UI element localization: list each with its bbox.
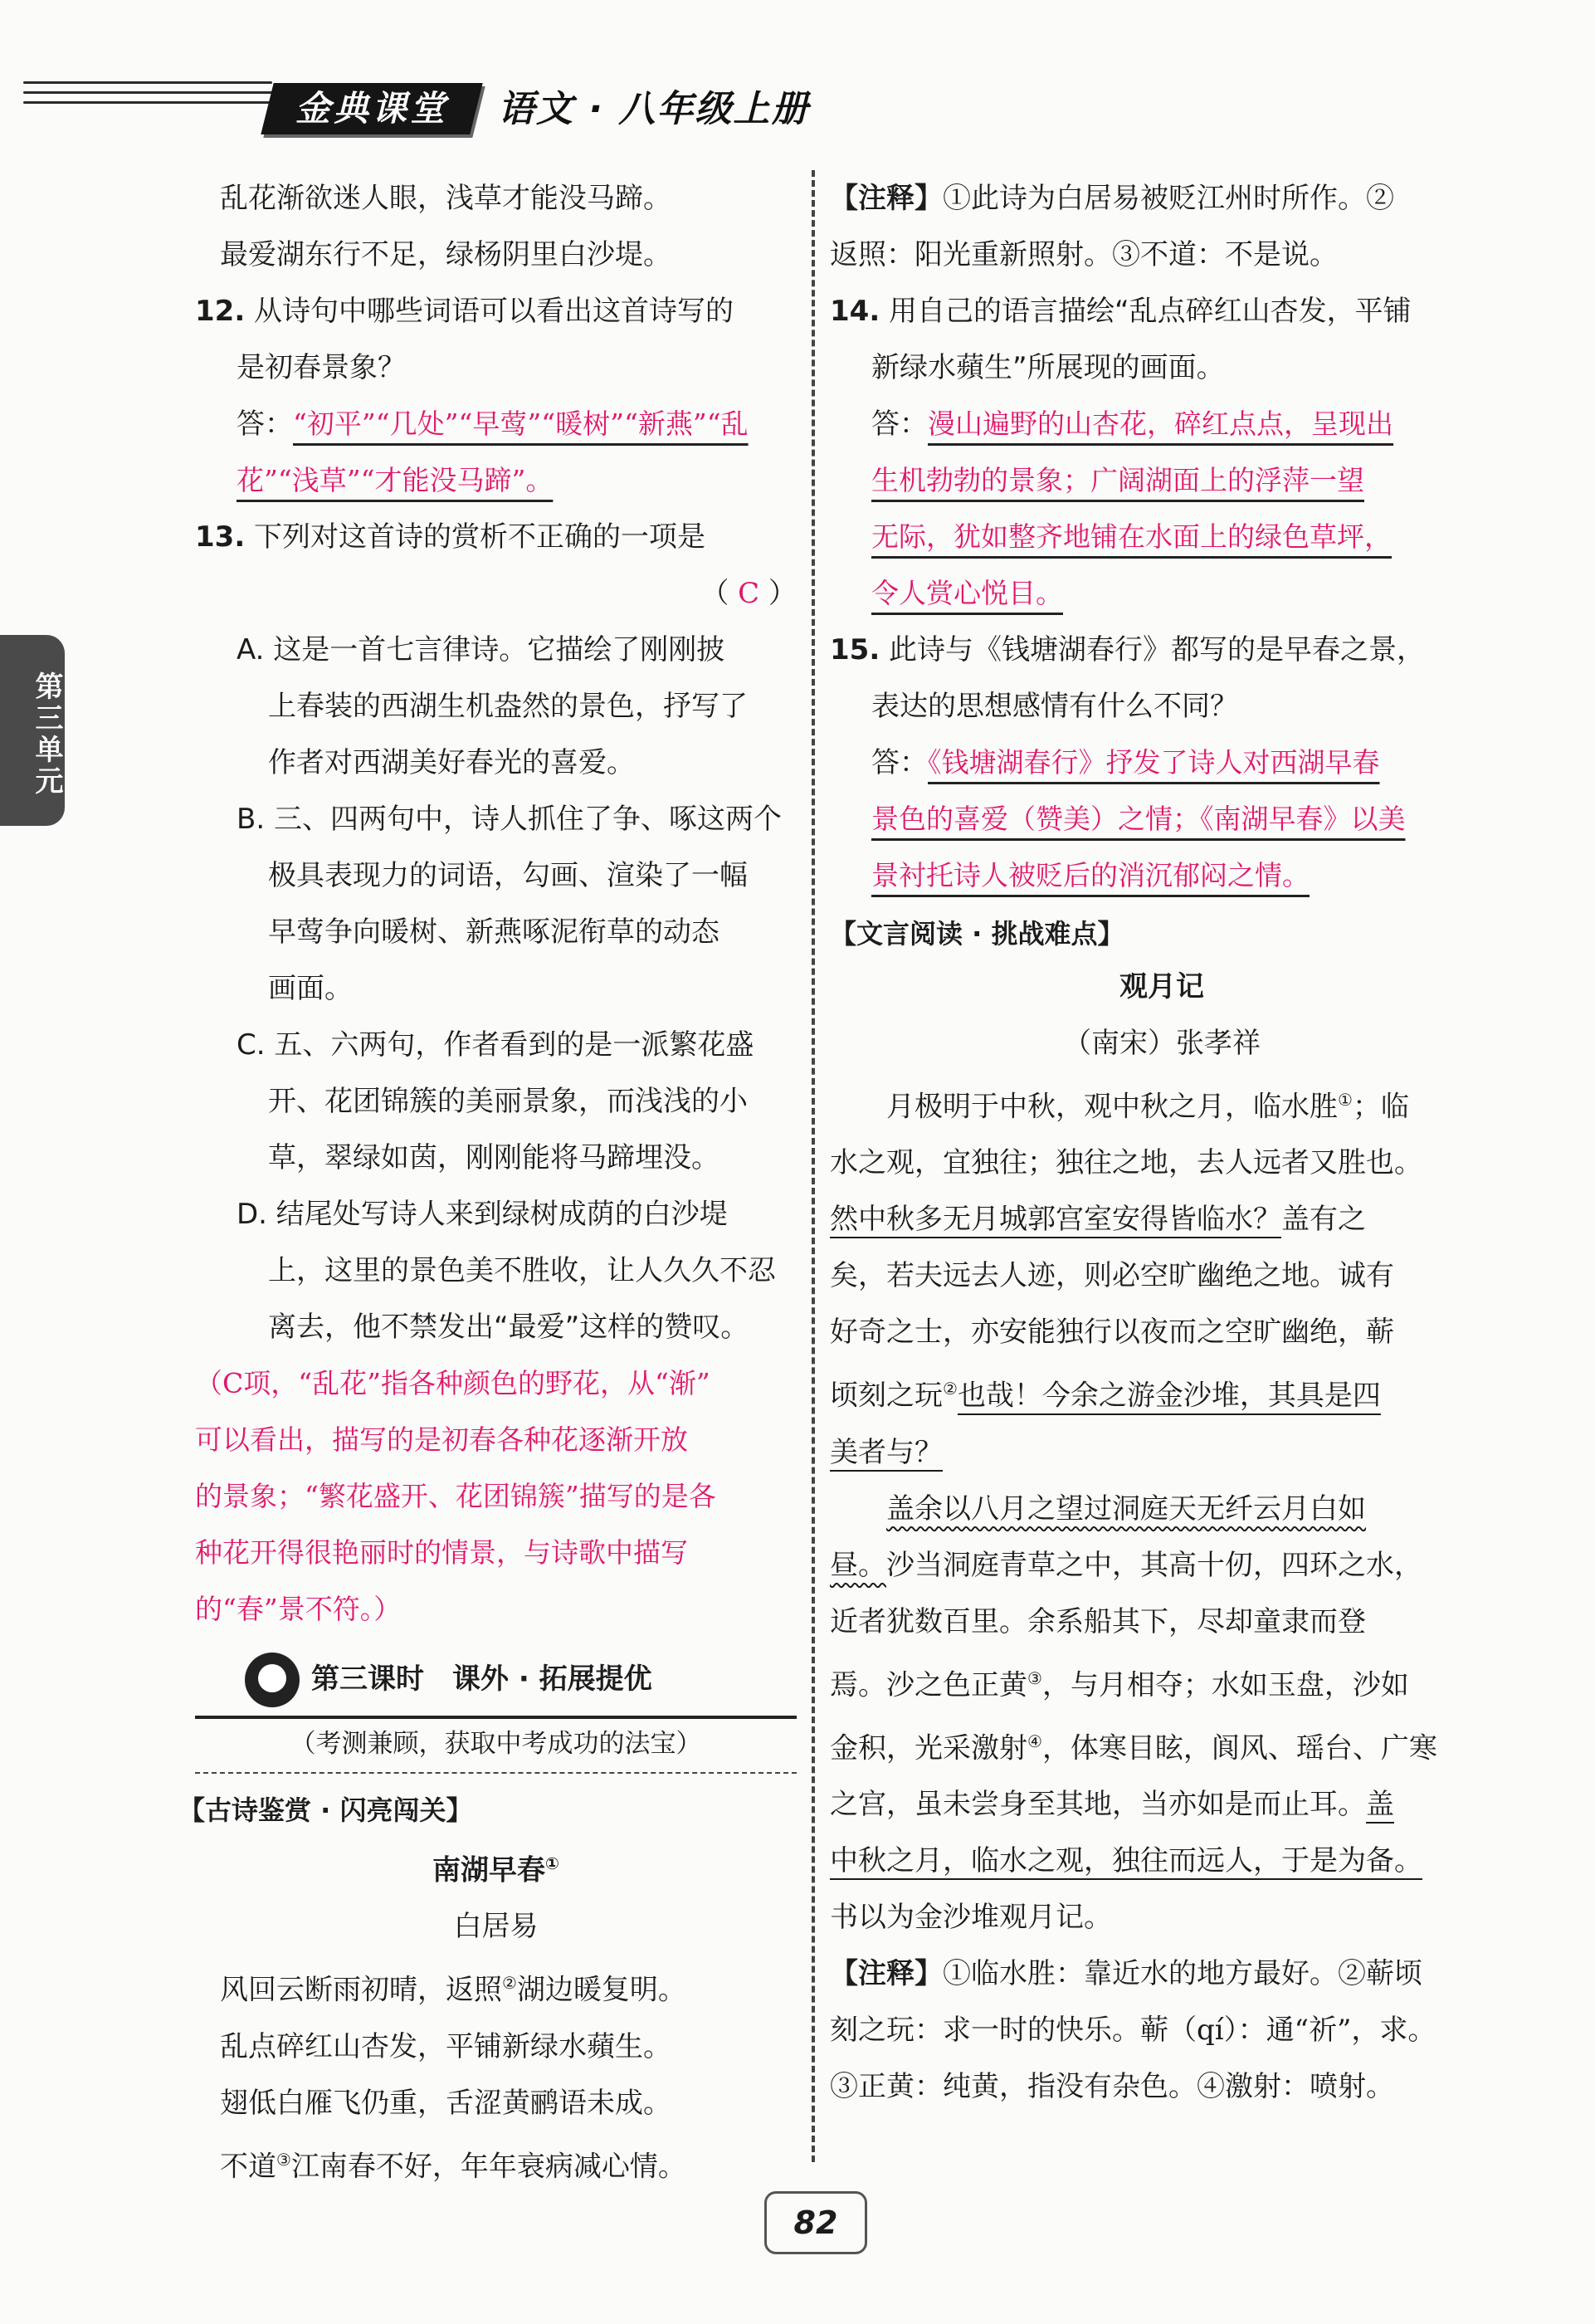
- poem-author: 白居易: [453, 1910, 539, 1944]
- note-2: 【注释】①临水胜：靠近水的地方最好。②蕲顷 刻之玩：求一时的快乐。蕲（qí）：通“祈”，求。 ③正黄：纯黄，指没有杂色。④激射：喷射。: [830, 1957, 1436, 2104]
- question-number: 12.: [195, 295, 246, 328]
- essay-title: 观月记: [1119, 970, 1204, 1003]
- question-15: 15. 此诗与《钱塘湖春行》都写的是早春之景，: [830, 633, 1426, 666]
- question-text: 从诗句中哪些词语可以看出这首诗写的: [254, 295, 734, 328]
- lesson-heading: [195, 1646, 797, 1712]
- question-number: 13.: [195, 520, 246, 554]
- poem-line: 乱点碎红山杏发，平铺新绿水蘋生。: [220, 2029, 671, 2063]
- poem-line: 翅低白雁飞仍重，舌涩黄鹂语未成。: [220, 2086, 671, 2120]
- option-a: A. 这是一首七言律诗。它描绘了刚刚披 上春装的西湖生机盎然的景色，抒写了 作者对西湖美好春光的喜爱。: [237, 633, 748, 779]
- poem-line: 不道③江南春不好，年年衰病减心情。: [220, 2149, 686, 2183]
- section-heading: 【古诗鉴赏 · 闪亮闯关】: [178, 1794, 473, 1826]
- essay-paragraph-1: 月极明于中秋，观中秋之月，临水胜①；临 水之观，宜独往；独往之地，去人远者又胜也。 然中秋多无月城郭宫室安得皆临水？盖有之 矣，若夫远去人迹，则必空旷幽绝之地。诚有 好奇之士，亦安能独行以夜而之空旷幽绝，蕲 顷刻之玩②也哉！今余之游金沙堆，其具是四 美者与？: [830, 1090, 1422, 1469]
- left-column: [178, 170, 797, 2195]
- answer-12: [195, 396, 797, 452]
- answer-15: 答：《钱塘湖春行》抒发了诗人对西湖早春 景色的喜爱（赞美）之情；《南湖早春》以美 景衬托诗人被贬后的消沉郁闷之情。: [871, 746, 1406, 891]
- trophy-icon: [245, 1653, 300, 1707]
- explanation-13: （C项，“乱花”指各种颜色的野花，从“渐” 可以看出，描写的是初春各种花逐渐开放 的景象；“繁花盛开、花团锦簇”描写的是各 种花开得很艳丽时的情景，与诗歌中描写 的“春”景不符。）: [195, 1367, 716, 1625]
- question-13: [195, 509, 797, 565]
- note-1-cont: 返照：阳光重新照射。③不道：不是说。: [830, 238, 1338, 271]
- header-decoration: [23, 81, 272, 111]
- question-12: [195, 283, 797, 339]
- right-column: [830, 170, 1494, 2115]
- answer-14: 答：漫山遍野的山杏花，碎红点点，呈现出 生机勃勃的景象；广阔湖面上的浮萍一望 无际，犹如整齐地铺在水面上的绿色草坪， 令人赏心悦目。: [871, 408, 1393, 609]
- answer-choice: C: [738, 577, 760, 610]
- poem-line: 乱花渐欲迷人眼，浅草才能没马蹄。: [220, 182, 671, 215]
- answer-label: 答：: [237, 408, 293, 441]
- page-number: 82: [764, 2191, 867, 2254]
- question-text: 是初春景象？: [237, 351, 406, 384]
- note-1: 【注释】①此诗为白居易被贬江州时所作。②: [830, 182, 1394, 215]
- subject-title: 语文 · 八年级上册: [498, 88, 810, 130]
- poem-line: 风回云断雨初晴，返照②湖边暖复明。: [220, 1973, 686, 2007]
- question-text: 新绿水蘋生”所展现的画面。: [871, 351, 1225, 384]
- answer-text: “初平”“几处”“早莺”“暖树”“新燕”“乱: [293, 408, 749, 440]
- option-b: B. 三、四两句中，诗人抓住了争、啄这两个 极具表现力的词语，勾画、渲染了一幅 早莺争向暖树、新燕啄泥衔草的动态 画面。: [237, 803, 782, 1005]
- question-text: 下列对这首诗的赏析不正确的一项是: [254, 520, 706, 554]
- column-divider: [812, 170, 815, 2162]
- brand-logo: 金典课堂: [261, 83, 482, 134]
- option-c: C. 五、六两句，作者看到的是一派繁花盛 开、花团锦簇的美丽景象，而浅浅的小 草，翠绿如茵，刚刚能将马蹄埋没。: [237, 1028, 754, 1174]
- section-heading: 【文言阅读 · 挑战难点】: [830, 918, 1124, 950]
- answer-bracket: （ C ）: [700, 577, 797, 610]
- poem-line: 最爱湖东行不足，绿杨阴里白沙堤。: [220, 238, 671, 271]
- option-d: D. 结尾处写诗人来到绿树成荫的白沙堤 上，这里的景色美不胜收，让人久久不忍 离去，他不禁发出“最爱”这样的赞叹。: [237, 1198, 776, 1344]
- lesson-subtitle: （考测兼顾，获取中考成功的法宝）: [195, 1719, 797, 1774]
- essay-author: （南宋）张孝祥: [1063, 1027, 1261, 1060]
- answer-text: 花”“浅草”“才能没马蹄”。: [237, 464, 554, 496]
- lesson-title: 第三课时 课外 · 拓展提优: [311, 1662, 652, 1696]
- answer-12-cont: [195, 452, 797, 509]
- poem-title: 南湖早春①: [432, 1853, 559, 1887]
- question-text: 表达的思想感情有什么不同？: [871, 690, 1238, 723]
- unit-side-tab: 第三单元: [0, 635, 65, 826]
- essay-paragraph-2: 盖余以八月之望过洞庭天无纤云月白如 昼。沙当洞庭青草之中，其高十仞，四环之水， 近者犹数百里。余系船其下，尽却童隶而登 焉。沙之色正黄③，与月相夺；水如玉盘，沙如 金积，光采激射④，体寒目眩，阆风、瑶台、广寒 之宫，虽未尝身至其地，当亦如是而止耳。盖 中秋之月，临水之观，独往而远人，于是为备。 书以为金沙堆观月记。: [830, 1492, 1437, 1935]
- question-14: 14. 用自己的语言描绘“乱点碎红山杏发，平铺: [830, 295, 1412, 328]
